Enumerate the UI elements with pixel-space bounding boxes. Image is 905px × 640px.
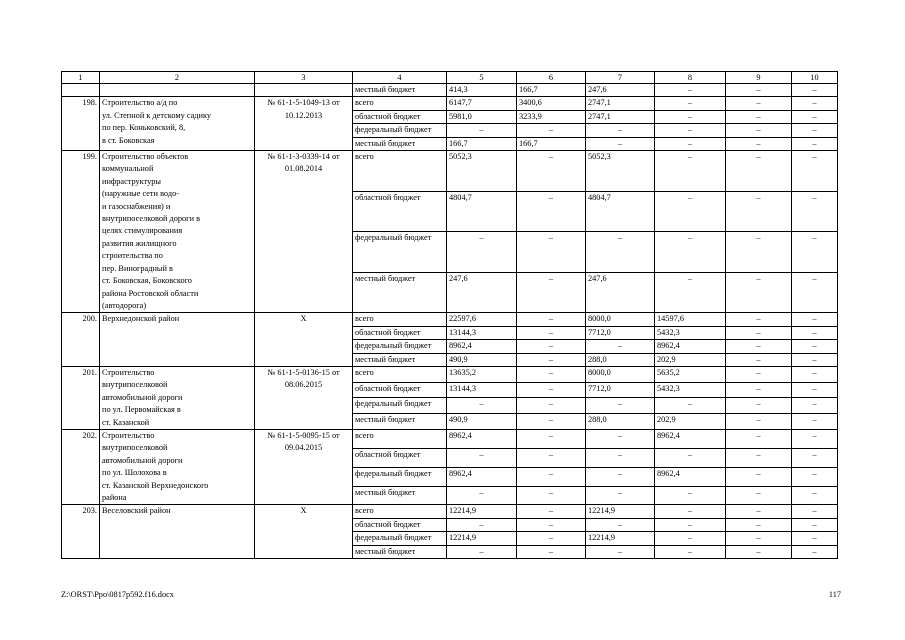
value-cell: 7712,0	[586, 326, 655, 339]
value-cell: –	[517, 340, 586, 353]
value-cell: –	[517, 467, 586, 486]
value-cell: –	[792, 486, 838, 505]
budget-type: всего	[353, 151, 447, 192]
budget-type: федеральный бюджет	[353, 232, 447, 273]
value-cell: –	[517, 353, 586, 366]
value-cell: 288,0	[586, 414, 655, 430]
value-cell: –	[726, 398, 792, 414]
value-cell: 12214,9	[586, 505, 655, 518]
table-row	[62, 366, 838, 382]
value-cell: –	[655, 84, 726, 97]
column-header: 5	[447, 72, 517, 84]
value-cell: –	[655, 486, 726, 505]
value-cell: –	[792, 137, 838, 150]
value-cell: –	[517, 414, 586, 430]
value-cell: –	[726, 232, 792, 273]
value-cell: 5052,3	[586, 151, 655, 192]
column-header: 9	[726, 72, 792, 84]
value-cell: –	[726, 353, 792, 366]
budget-type: всего	[353, 429, 447, 448]
value-cell: –	[726, 326, 792, 339]
column-header: 10	[792, 72, 838, 84]
value-cell: 490,9	[447, 353, 517, 366]
value-cell: –	[517, 366, 586, 382]
expertise-doc: Х	[255, 505, 353, 559]
value-cell: –	[792, 429, 838, 448]
column-header: 3	[255, 72, 353, 84]
value-cell: –	[586, 467, 655, 486]
budget-type: всего	[353, 505, 447, 518]
value-cell: –	[586, 340, 655, 353]
value-cell: –	[792, 340, 838, 353]
value-cell: –	[517, 545, 586, 558]
value-cell: 166,7	[517, 84, 586, 97]
budget-type: местный бюджет	[353, 414, 447, 430]
value-cell: –	[655, 232, 726, 273]
budget-type: федеральный бюджет	[353, 398, 447, 414]
value-cell: –	[792, 414, 838, 430]
row-number: 199.	[62, 151, 100, 313]
value-cell: –	[792, 191, 838, 232]
value-cell: –	[517, 191, 586, 232]
value-cell: 3233,9	[517, 110, 586, 123]
column-header: 7	[586, 72, 655, 84]
value-cell: 2747,1	[586, 97, 655, 110]
value-cell: –	[447, 232, 517, 273]
value-cell: –	[792, 382, 838, 398]
value-cell: –	[726, 545, 792, 558]
value-cell: 8962,4	[447, 340, 517, 353]
value-cell: –	[726, 366, 792, 382]
value-cell: –	[726, 151, 792, 192]
value-cell: –	[792, 505, 838, 518]
value-cell: –	[517, 313, 586, 326]
value-cell: –	[586, 124, 655, 137]
table-row	[62, 313, 838, 326]
value-cell: –	[655, 151, 726, 192]
value-cell: –	[655, 110, 726, 123]
budget-type: областной бюджет	[353, 191, 447, 232]
table-row	[62, 429, 838, 448]
value-cell: –	[447, 518, 517, 531]
value-cell: –	[792, 272, 838, 313]
value-cell: –	[655, 272, 726, 313]
value-cell: 166,7	[517, 137, 586, 150]
expertise-doc: № 61-1-5-0095-15 от 09.04.2015	[255, 429, 353, 504]
value-cell: –	[792, 110, 838, 123]
budget-type: местный бюджет	[353, 272, 447, 313]
value-cell: 247,6	[586, 272, 655, 313]
value-cell: –	[517, 429, 586, 448]
column-header: 4	[353, 72, 447, 84]
value-cell: –	[726, 505, 792, 518]
object-name: Строительство объектов коммунальной инфраструктуры (наружные сети водо- и газоснабжения) и внутрипоселковой дороги в целях стимулирования развития жилищного строительства по пер. Виноградный в ст. Боковская, Боковского района Ростовской области (автодорога)	[100, 151, 255, 313]
value-cell: –	[726, 137, 792, 150]
value-cell: 3400,6	[517, 97, 586, 110]
value-cell: 8962,4	[655, 340, 726, 353]
budget-type: федеральный бюджет	[353, 124, 447, 137]
value-cell: –	[726, 518, 792, 531]
value-cell: 5635,2	[655, 366, 726, 382]
value-cell: –	[655, 448, 726, 467]
value-cell: –	[655, 191, 726, 232]
column-header: 1	[62, 72, 100, 84]
table-row	[62, 97, 838, 110]
row-number: 201.	[62, 366, 100, 429]
value-cell: –	[447, 398, 517, 414]
value-cell: 247,6	[447, 272, 517, 313]
value-cell: –	[586, 137, 655, 150]
value-cell: –	[726, 272, 792, 313]
value-cell: 166,7	[447, 137, 517, 150]
object-name: Верхнедонской район	[100, 313, 255, 367]
value-cell: 247,6	[586, 84, 655, 97]
value-cell: –	[726, 191, 792, 232]
value-cell: 7712,0	[586, 382, 655, 398]
value-cell: 12214,9	[447, 505, 517, 518]
value-cell: –	[517, 124, 586, 137]
budget-type: областной бюджет	[353, 382, 447, 398]
value-cell: 22597,6	[447, 313, 517, 326]
value-cell: 13635,2	[447, 366, 517, 382]
object-name: Строительство внутрипоселковой автомобильной дороги по ул. Шолохова в ст. Казанской Верхнедонского района	[100, 429, 255, 504]
value-cell: –	[655, 137, 726, 150]
budget-type: местный бюджет	[353, 353, 447, 366]
value-cell: –	[726, 340, 792, 353]
column-header: 8	[655, 72, 726, 84]
expertise-doc: № 61-1-5-0136-15 от 08.06.2015	[255, 366, 353, 429]
budget-type: федеральный бюджет	[353, 532, 447, 545]
budget-type: местный бюджет	[353, 545, 447, 558]
value-cell: –	[726, 97, 792, 110]
value-cell: –	[586, 448, 655, 467]
value-cell: 8000,0	[586, 366, 655, 382]
value-cell: –	[726, 110, 792, 123]
value-cell: 414,3	[447, 84, 517, 97]
value-cell: 13144,3	[447, 326, 517, 339]
budget-type: всего	[353, 366, 447, 382]
value-cell: 6147,7	[447, 97, 517, 110]
value-cell: 8962,4	[447, 429, 517, 448]
value-cell: –	[655, 532, 726, 545]
page-number: 117	[828, 590, 841, 599]
object-name: Строительство внутрипоселковой автомобильной дороги по ул. Первомайская в ст. Казанской	[100, 366, 255, 429]
value-cell: –	[792, 326, 838, 339]
value-cell: 202,9	[655, 414, 726, 430]
value-cell: –	[517, 382, 586, 398]
object-name: Строительство а/д по ул. Степной к детскому садику по пер. Коньковский, 8, в ст. Боковская	[100, 97, 255, 151]
value-cell: –	[726, 486, 792, 505]
value-cell: 4804,7	[586, 191, 655, 232]
value-cell: –	[655, 545, 726, 558]
budget-type: областной бюджет	[353, 448, 447, 467]
column-header: 6	[517, 72, 586, 84]
value-cell: –	[726, 467, 792, 486]
file-path: Z:\ORST\Ppo\0817p592.f16.docx	[61, 590, 174, 599]
value-cell: 2747,1	[586, 110, 655, 123]
value-cell: –	[655, 97, 726, 110]
value-cell: –	[447, 486, 517, 505]
budget-type: местный бюджет	[353, 486, 447, 505]
value-cell: 8000,0	[586, 313, 655, 326]
budget-type: областной бюджет	[353, 110, 447, 123]
budget-type: всего	[353, 313, 447, 326]
empty-cell	[255, 84, 353, 97]
value-cell: 202,9	[655, 353, 726, 366]
value-cell: –	[792, 532, 838, 545]
value-cell: –	[586, 518, 655, 531]
empty-cell	[62, 84, 100, 97]
value-cell: –	[447, 448, 517, 467]
value-cell: –	[792, 353, 838, 366]
value-cell: 5052,3	[447, 151, 517, 192]
budget-type: всего	[353, 97, 447, 110]
value-cell: –	[792, 448, 838, 467]
column-header: 2	[100, 72, 255, 84]
row-number: 202.	[62, 429, 100, 504]
budget-table	[61, 71, 838, 559]
value-cell: –	[726, 429, 792, 448]
value-cell: –	[792, 84, 838, 97]
value-cell: –	[726, 313, 792, 326]
expertise-doc: Х	[255, 313, 353, 367]
budget-type: областной бюджет	[353, 326, 447, 339]
budget-type: местный бюджет	[353, 137, 447, 150]
value-cell: –	[792, 151, 838, 192]
value-cell: 5432,3	[655, 326, 726, 339]
value-cell: 12214,9	[447, 532, 517, 545]
budget-type: областной бюджет	[353, 518, 447, 531]
value-cell: –	[792, 232, 838, 273]
value-cell: –	[586, 486, 655, 505]
value-cell: –	[517, 532, 586, 545]
value-cell: –	[792, 398, 838, 414]
table-row	[62, 151, 838, 192]
value-cell: –	[586, 398, 655, 414]
value-cell: –	[655, 124, 726, 137]
value-cell: –	[447, 545, 517, 558]
value-cell: –	[792, 97, 838, 110]
value-cell: –	[655, 518, 726, 531]
value-cell: –	[726, 448, 792, 467]
value-cell: –	[517, 232, 586, 273]
budget-type: федеральный бюджет	[353, 467, 447, 486]
value-cell: –	[655, 505, 726, 518]
row-number: 203.	[62, 505, 100, 559]
value-cell: –	[517, 448, 586, 467]
empty-cell	[100, 84, 255, 97]
value-cell: –	[655, 398, 726, 414]
value-cell: –	[517, 326, 586, 339]
value-cell: –	[792, 518, 838, 531]
value-cell: –	[517, 518, 586, 531]
expertise-doc: № 61-1-3-0339-14 от 01.08.2014	[255, 151, 353, 313]
value-cell: –	[726, 532, 792, 545]
value-cell: –	[726, 84, 792, 97]
value-cell: 5432,3	[655, 382, 726, 398]
value-cell: –	[517, 486, 586, 505]
value-cell: –	[517, 505, 586, 518]
value-cell: 8962,4	[447, 467, 517, 486]
value-cell: 12214,9	[586, 532, 655, 545]
row-number: 198.	[62, 97, 100, 151]
value-cell: –	[792, 467, 838, 486]
header-row	[62, 72, 838, 84]
value-cell: –	[726, 124, 792, 137]
budget-type: федеральный бюджет	[353, 340, 447, 353]
value-cell: –	[586, 232, 655, 273]
value-cell: –	[792, 313, 838, 326]
budget-type: местный бюджет	[353, 84, 447, 97]
value-cell: –	[792, 366, 838, 382]
value-cell: –	[586, 545, 655, 558]
value-cell: –	[726, 414, 792, 430]
value-cell: –	[517, 398, 586, 414]
value-cell: 13144,3	[447, 382, 517, 398]
value-cell: 14597,6	[655, 313, 726, 326]
continuation-row	[62, 84, 838, 97]
value-cell: 490,9	[447, 414, 517, 430]
value-cell: 288,0	[586, 353, 655, 366]
value-cell: –	[792, 545, 838, 558]
value-cell: 8962,4	[655, 429, 726, 448]
value-cell: –	[447, 124, 517, 137]
value-cell: 5981,0	[447, 110, 517, 123]
value-cell: 4804,7	[447, 191, 517, 232]
row-number: 200.	[62, 313, 100, 367]
table-row	[62, 505, 838, 518]
object-name: Веселовский район	[100, 505, 255, 559]
value-cell: –	[586, 429, 655, 448]
value-cell: –	[517, 272, 586, 313]
value-cell: –	[726, 382, 792, 398]
expertise-doc: № 61-1-5-1049-13 от 10.12.2013	[255, 97, 353, 151]
value-cell: –	[517, 151, 586, 192]
value-cell: 8962,4	[655, 467, 726, 486]
value-cell: –	[792, 124, 838, 137]
